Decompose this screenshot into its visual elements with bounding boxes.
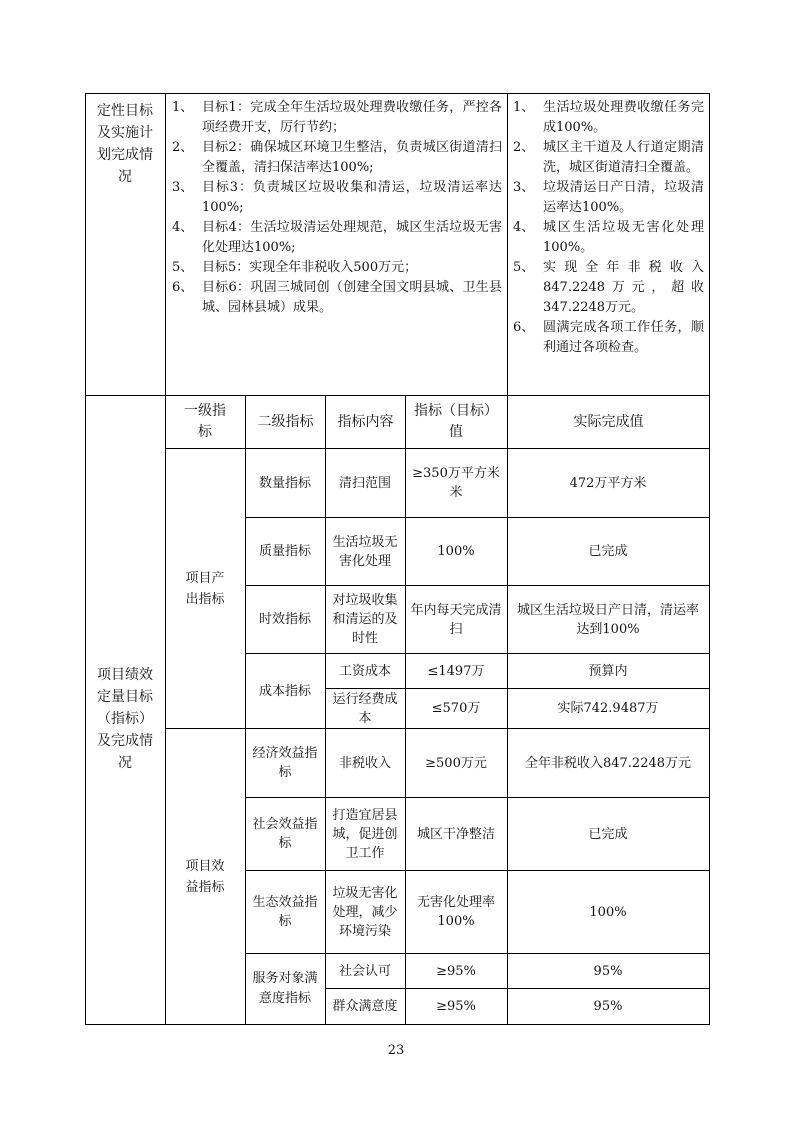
table-left-border xyxy=(85,93,86,1025)
table-bottom-border xyxy=(85,1024,710,1025)
target-list xyxy=(172,98,502,318)
level2-cell: 时效指标 xyxy=(258,612,311,627)
target-cell: ≥350万平方米米 xyxy=(412,466,500,500)
level2-cell: 服务对象满意度指标 xyxy=(252,971,318,1006)
content-cell: 工资成本 xyxy=(338,663,391,679)
content-cell: 非税收入 xyxy=(338,755,391,771)
level2-cell: 经济效益指标 xyxy=(252,746,318,780)
actual-cell: 95% xyxy=(593,963,623,979)
actual-cell: 城区生活垃圾日产日清，清运率达到100% xyxy=(516,602,699,637)
header-target: 指标（目标）值 xyxy=(414,403,498,440)
header-actual: 实际完成值 xyxy=(573,413,644,430)
target-item: 4、 目标4：生活垃圾清运处理规范，城区生活垃圾无害化处理达100%; xyxy=(172,220,502,255)
col-line xyxy=(245,395,246,1025)
header-level1: 一级指标 xyxy=(184,403,226,440)
actual-cell: 95% xyxy=(593,999,623,1014)
result-item: 5、 实现全年非税收入847.2248万元，超收347.2248万元。 xyxy=(513,260,704,315)
level2-cell: 数量指标 xyxy=(258,475,311,491)
content-cell: 运行经费成本 xyxy=(332,691,398,726)
target-cell: 100% xyxy=(437,544,475,559)
content-cell: 打造宜居县城，促进创卫工作 xyxy=(332,807,398,861)
target-item: 3、 目标3：负责城区垃圾收集和清运，垃圾清运率达100%; xyxy=(172,180,502,215)
table-right-border xyxy=(709,93,710,1025)
col-line xyxy=(507,395,508,1025)
content-cell: 群众满意度 xyxy=(332,999,398,1014)
result-item: 2、 城区主干道及人行道定期清洗，城区街道清扫全覆盖。 xyxy=(513,140,704,175)
target-cell: ≤1497万 xyxy=(427,663,485,679)
actual-cell: 已完成 xyxy=(588,826,628,842)
content-cell: 垃圾无害化处理，减少环境污染 xyxy=(332,885,398,939)
target-cell: 年内每天完成清扫 xyxy=(410,602,502,637)
level2-cell: 社会效益指标 xyxy=(252,817,318,851)
group-benefit-label: 项目效益指标 xyxy=(185,858,225,895)
target-item: 1、 目标1：完成全年生活垃圾处理费收缴任务，严控各项经费开支，厉行节约； xyxy=(172,100,502,135)
target-item: 6、 目标6：巩固三城同创（创建全国文明县城、卫生县城、园林县城）成果。 xyxy=(172,280,502,315)
target-cell: ≥500万元 xyxy=(425,755,487,771)
actual-cell: 已完成 xyxy=(588,544,628,559)
col-line xyxy=(165,93,166,1025)
target-cell: 城区干净整洁 xyxy=(416,826,495,842)
group-output-label: 项目产出指标 xyxy=(185,570,225,607)
target-item: 2、 目标2：确保城区环境卫生整洁，负责城区街道清扫全覆盖，清扫保洁率达100%; xyxy=(172,140,502,175)
content-cell: 社会认可 xyxy=(338,963,391,979)
result-item: 6、 圆满完成各项工作任务，顺利通过各项检查。 xyxy=(513,320,704,355)
actual-cell: 全年非税收入847.2248万元 xyxy=(524,755,692,771)
target-cell: ≤570万 xyxy=(431,701,481,716)
result-item: 1、 生活垃圾处理费收缴任务完成100%。 xyxy=(513,100,704,135)
content-cell: 生活垃圾无害化处理 xyxy=(332,534,398,569)
result-item: 3、 垃圾清运日产日清，垃圾清运率达100%。 xyxy=(513,180,704,215)
col-line xyxy=(325,395,326,1025)
target-cell: 无害化处理率100% xyxy=(416,895,495,929)
qualitative-label: 定性目标及实施计划完成情况 xyxy=(97,103,153,185)
col-line xyxy=(507,93,508,396)
table-top-border xyxy=(85,93,710,94)
level2-cell: 成本指标 xyxy=(258,683,311,699)
target-cell: ≥95% xyxy=(436,999,476,1014)
level2-cell: 质量指标 xyxy=(258,544,311,559)
header-level2: 二级指标 xyxy=(257,413,314,430)
target-cell: ≥95% xyxy=(436,963,476,979)
actual-cell: 预算内 xyxy=(588,663,628,679)
target-item: 5、 目标5：实现全年非税收入500万元； xyxy=(172,260,418,275)
result-list xyxy=(513,98,704,358)
actual-cell: 100% xyxy=(589,904,627,920)
header-content: 指标内容 xyxy=(337,413,394,430)
level2-cell: 生态效益指标 xyxy=(252,895,318,929)
actual-cell: 实际742.9487万 xyxy=(557,701,659,716)
content-cell: 对垃圾收集和清运的及时性 xyxy=(332,593,398,646)
result-item: 4、 城区生活垃圾无害化处理100%。 xyxy=(513,220,704,255)
col-line xyxy=(405,395,406,1025)
page-number: 23 xyxy=(387,1042,405,1058)
content-cell: 清扫范围 xyxy=(338,475,391,491)
quantitative-label: 项目绩效定量目标（指标）及完成情况 xyxy=(97,667,153,771)
actual-cell: 472万平方米 xyxy=(569,475,647,491)
